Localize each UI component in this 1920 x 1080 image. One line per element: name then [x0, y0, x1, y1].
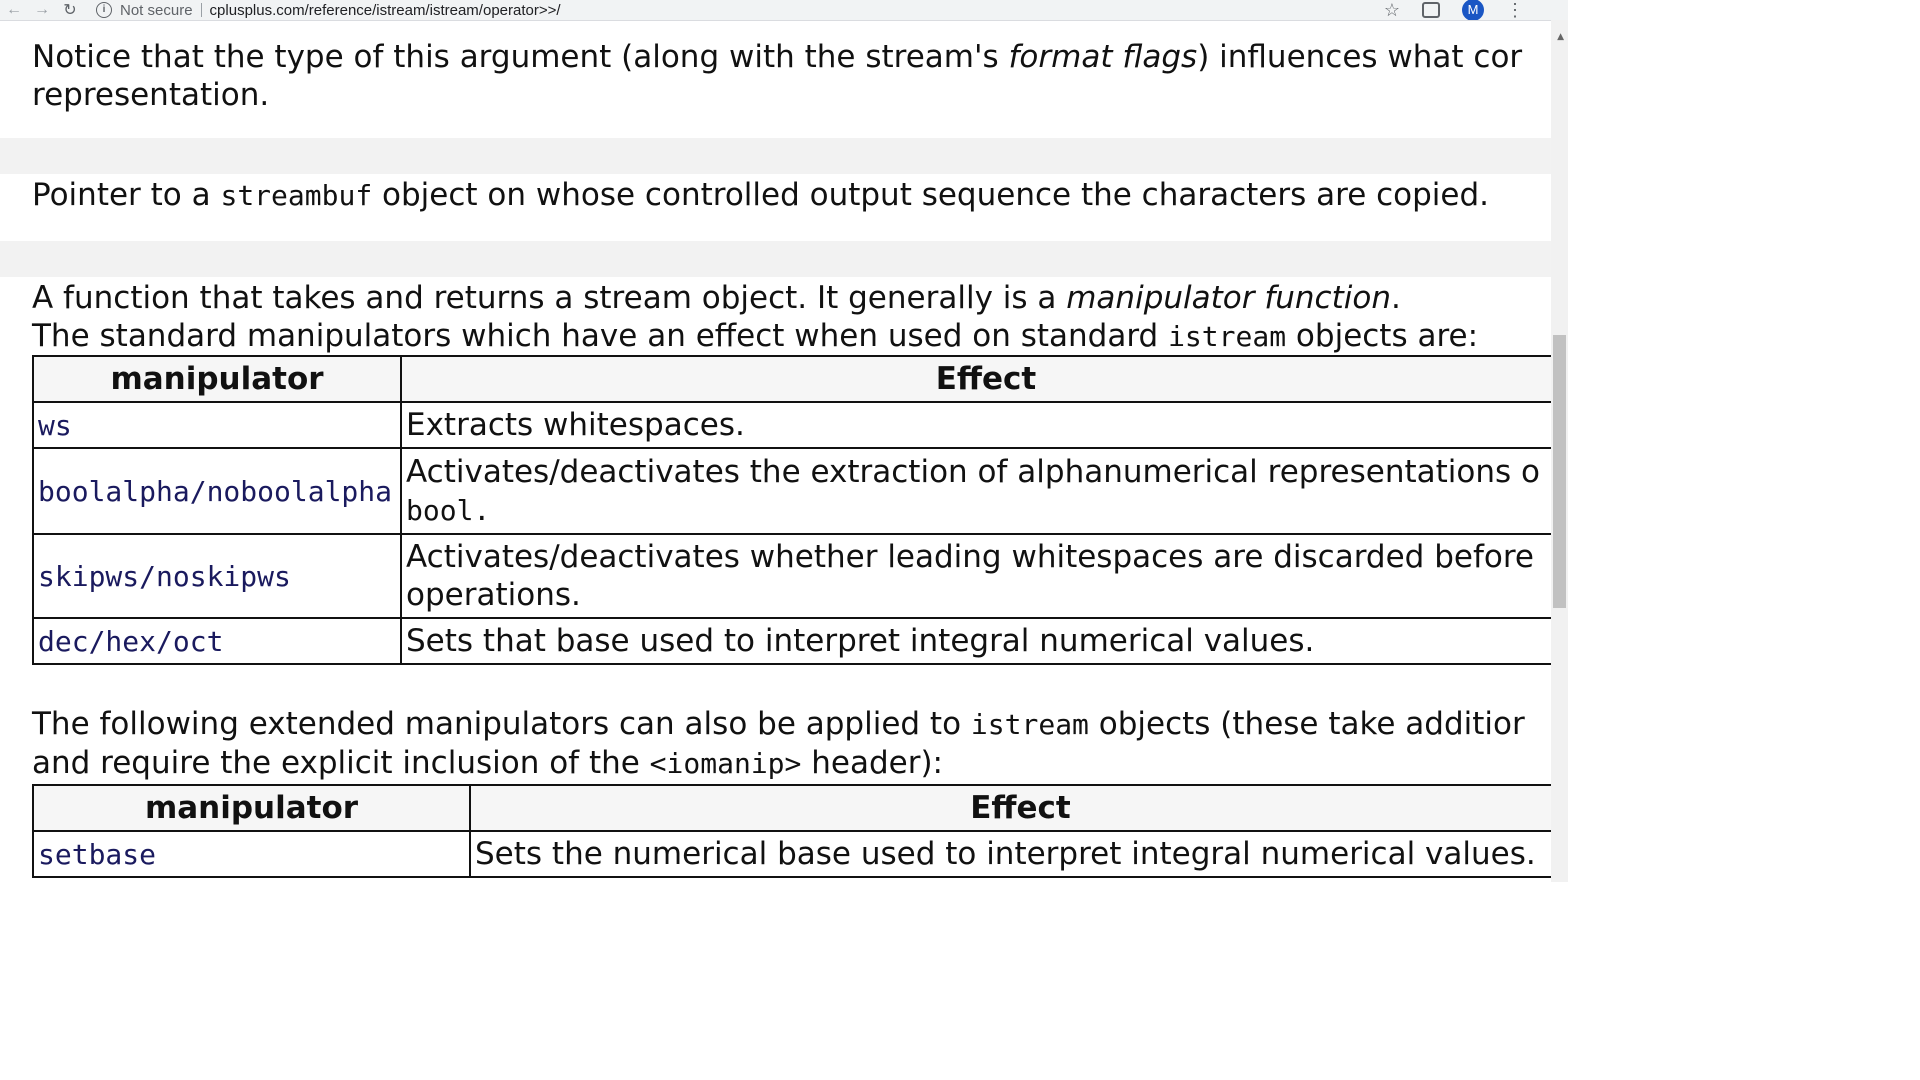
text: .: [1390, 280, 1401, 316]
extension-icon[interactable]: [1422, 2, 1440, 18]
text: representation.: [32, 77, 270, 113]
text: A function that takes and returns a stream object. It generally is a: [32, 280, 1067, 316]
text: objects are:: [1286, 318, 1479, 354]
section-band: [0, 241, 1551, 277]
vertical-scrollbar[interactable]: [1551, 20, 1568, 882]
effect-cell: [401, 534, 1551, 618]
manipulator-dechexoct-link[interactable]: dec/hex/oct: [33, 618, 401, 664]
manipulator-setbase-link[interactable]: setbase: [33, 831, 470, 877]
effect-text: Activates/deactivates whether leading whitespaces are discarded before: [406, 539, 1534, 575]
section-band: [0, 138, 1551, 174]
text: and require the explicit inclusion of the: [32, 745, 650, 781]
table-header-row: [33, 356, 1551, 402]
separator: [201, 3, 202, 17]
table-row: [33, 618, 1551, 664]
column-header-manipulator: manipulator: [33, 785, 470, 831]
effect-cell: Sets the numerical base used to interpret integral numerical values.: [470, 831, 1551, 877]
manipulator-function-link[interactable]: manipulator function: [1066, 280, 1391, 316]
reload-icon[interactable]: ↻: [63, 2, 77, 19]
manipulator-ws-link[interactable]: ws: [33, 402, 401, 448]
streambuf-paragraph: [32, 176, 1489, 215]
manipulator-skipws-link[interactable]: skipws/noskipws: [33, 534, 401, 618]
table-row: [33, 402, 1551, 448]
text: The following extended manipulators can also be applied to: [32, 706, 971, 742]
bool-code: bool.: [406, 493, 491, 527]
table-row: [33, 534, 1551, 618]
table-header-row: [33, 785, 1551, 831]
column-header-effect: Effect: [470, 785, 1551, 831]
text: The standard manipulators which have an effect when used on standard: [32, 318, 1169, 354]
istream-link[interactable]: istream: [970, 708, 1089, 741]
menu-dots-icon[interactable]: ⋮: [1506, 0, 1524, 20]
text: Pointer to a: [32, 177, 221, 213]
back-icon[interactable]: ←: [6, 1, 22, 18]
text: objects (these take additior: [1088, 706, 1525, 742]
forward-icon[interactable]: →: [34, 1, 50, 18]
scrollbar-thumb[interactable]: [1553, 335, 1566, 608]
istream-link[interactable]: istream: [1168, 320, 1287, 353]
text: ) influences what cor: [1197, 39, 1523, 75]
streambuf-link[interactable]: streambuf: [220, 179, 373, 212]
extended-manipulators-paragraph: [32, 705, 1525, 783]
security-label: Not secure: [120, 1, 193, 19]
effect-text: Activates/deactivates the extraction of alphanumerical representations o: [406, 453, 1540, 490]
effect-cell: [401, 448, 1551, 534]
manipulator-function-paragraph: [32, 279, 1478, 356]
format-flags-link[interactable]: format flags: [1008, 39, 1198, 75]
info-icon[interactable]: i: [96, 2, 112, 18]
extended-manipulators-table: [32, 784, 1551, 878]
browser-toolbar: [0, 0, 1568, 21]
effect-cell: Sets that base used to interpret integral numerical values.: [401, 618, 1551, 664]
column-header-manipulator: manipulator: [33, 356, 401, 402]
address-bar[interactable]: [90, 0, 1362, 21]
table-row: [33, 831, 1551, 877]
page-content: [0, 20, 1551, 882]
standard-manipulators-table: [32, 355, 1551, 665]
url-text[interactable]: cplusplus.com/reference/istream/istream/operator>>/: [209, 1, 561, 19]
manipulator-boolalpha-link[interactable]: boolalpha/noboolalpha: [33, 448, 401, 534]
bookmark-star-icon[interactable]: ☆: [1383, 0, 1400, 20]
iomanip-link[interactable]: <iomanip>: [649, 747, 802, 780]
effect-cell: Extracts whitespaces.: [401, 402, 1551, 448]
text: Notice that the type of this argument (along with the stream's: [32, 39, 1009, 75]
profile-avatar[interactable]: M: [1462, 0, 1484, 21]
format-flags-paragraph: [32, 38, 1522, 114]
column-header-effect: Effect: [401, 356, 1551, 402]
text: header):: [801, 745, 943, 781]
effect-text: operations.: [406, 577, 581, 613]
table-row: [33, 448, 1551, 534]
scroll-up-arrow-icon[interactable]: ▲: [1557, 32, 1564, 42]
text: object on whose controlled output sequence the characters are copied.: [372, 177, 1490, 213]
